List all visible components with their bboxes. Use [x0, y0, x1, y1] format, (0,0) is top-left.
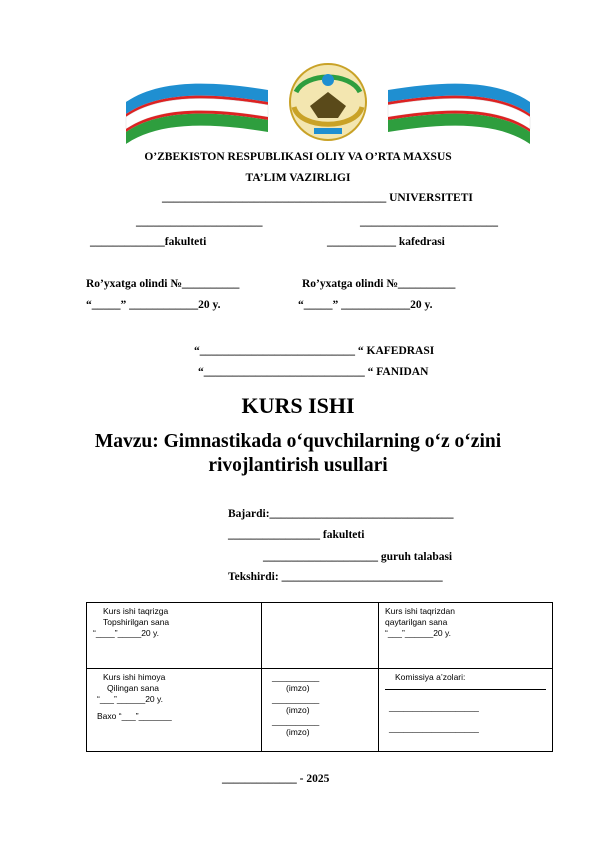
- signature-table: [86, 602, 553, 752]
- defense-cell: [87, 669, 262, 752]
- commission-line: ___________________: [389, 702, 479, 712]
- signature-label: (imzo): [286, 727, 310, 737]
- topic-line-2: rivojlantirish usullari: [208, 455, 388, 476]
- author-faculty-line: ________________ fakulteti: [228, 529, 365, 541]
- cell-text: “___”______20 y.: [385, 628, 452, 638]
- cell-text: Qilingan sana: [107, 683, 159, 693]
- university-line: _______________________________________ UNIVERSITETI: [162, 192, 473, 204]
- right-flag: [388, 84, 530, 144]
- cell-text: Kurs ishi himoya: [103, 672, 166, 682]
- signatures-cell: [262, 669, 379, 752]
- commission-rule: [385, 683, 546, 690]
- cell-text: “___”______20 y.: [97, 694, 164, 704]
- faculty-line: _____________fakulteti: [90, 236, 207, 248]
- cell-text: qaytarilgan sana: [385, 617, 448, 627]
- fan-line: “____________________________ “ FANIDAN: [198, 366, 429, 378]
- commission-line: ___________________: [389, 723, 479, 733]
- group-line: ____________________ guruh talabasi: [263, 551, 453, 563]
- cell-text: “____”_____20 y.: [93, 628, 160, 638]
- signature-line: __________: [272, 716, 320, 726]
- state-emblem: [290, 64, 366, 140]
- bajardi-line: Bajardi:________________________________: [228, 508, 454, 520]
- commission-title: Komissiya a’zolari:: [395, 672, 466, 682]
- commission-cell: [379, 669, 553, 752]
- document-title: KURS ISHI: [241, 393, 355, 418]
- topic-line-1: Mavzu: Gimnastikada o‘quvchilarning o‘z o‘zini: [94, 431, 502, 452]
- ministry-line-1: O’ZBEKISTON RESPUBLIKASI OLIY VA O’RTA MAXSUS: [144, 151, 452, 163]
- cell-text: Kurs ishi taqrizga: [103, 606, 169, 616]
- empty-cell: [262, 603, 379, 669]
- registration-right-date: “_____” ____________20 y.: [298, 299, 433, 311]
- signature-line: __________: [272, 672, 320, 682]
- registration-left-number: Ro’yxatga olindi №__________: [86, 278, 240, 290]
- department-line: ____________ kafedrasi: [327, 236, 445, 248]
- cell-text: Kurs ishi taqrizdan: [385, 606, 455, 616]
- uzbekistan-emblem-with-flags: [118, 62, 538, 144]
- footer-year: _____________ - 2025: [222, 773, 330, 785]
- signature-label: (imzo): [286, 683, 310, 693]
- tekshirdi-line: Tekshirdi: ____________________________: [228, 571, 443, 583]
- returned-cell: [379, 603, 553, 669]
- kafedra-line: “___________________________ “ KAFEDRASI: [194, 345, 435, 357]
- registration-left-date: “_____” ____________20 y.: [86, 299, 221, 311]
- signature-label: (imzo): [286, 705, 310, 715]
- table-row: [87, 669, 553, 752]
- submitted-cell: [87, 603, 262, 669]
- table-row: [87, 603, 553, 669]
- ministry-line-2: TA’LIM VAZIRLIGI: [245, 172, 351, 184]
- cell-text: Topshirilgan sana: [103, 617, 170, 627]
- registration-right-number: Ro’yxatga olindi №__________: [302, 278, 456, 290]
- left-flag: [126, 84, 268, 144]
- blank-line-right: ________________________: [360, 216, 498, 228]
- signature-line: __________: [272, 694, 320, 704]
- grade-text: Baxo “___”_______: [97, 711, 172, 721]
- blank-line-left: ______________________: [136, 216, 263, 228]
